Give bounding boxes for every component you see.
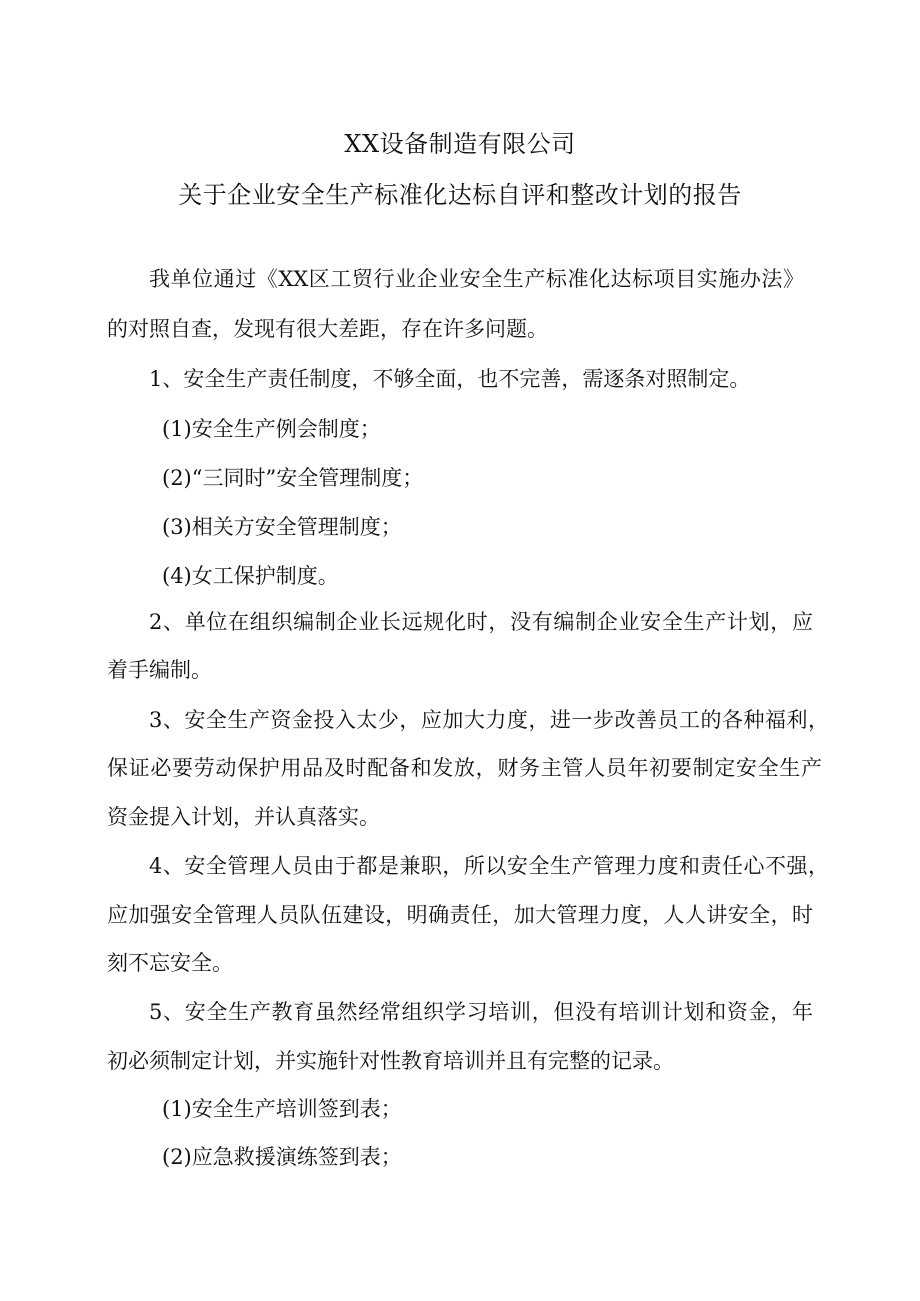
- item-1-sub-4: (4)女工保护制度。: [162, 564, 339, 588]
- item-1-text: 1、安全生产责任制度，不够全面，也不完善，需逐条对照制定。: [149, 367, 751, 391]
- intro-paragraph-line-1: 我单位通过《XX区工贸行业企业安全生产标准化达标项目实施办法》: [149, 267, 804, 291]
- item-3-line-3: 资金提入计划，并认真落实。: [107, 805, 380, 829]
- item-3-line-1: 3、安全生产资金投入太少，应加大力度，进一步改善员工的各种福利，: [149, 708, 829, 732]
- item-2-line-1: 2、单位在组织编制企业长远规化时，没有编制企业安全生产计划，应: [149, 610, 813, 634]
- item-3-line-2: 保证必要劳动保护用品及时配备和发放，财务主管人员年初要制定安全生产: [107, 756, 822, 780]
- item-2-line-2: 着手编制。: [107, 658, 212, 682]
- intro-paragraph-line-2: 的对照自查，发现有很大差距，存在许多问题。: [107, 317, 548, 341]
- item-4-line-2: 应加强安全管理人员队伍建设，明确责任，加大管理力度，人人讲安全，时: [107, 903, 813, 927]
- item-1-sub-1: (1)安全生产例会制度；: [162, 417, 381, 441]
- item-4-line-1: 4、安全管理人员由于都是兼职，所以安全生产管理力度和责任心不强，: [149, 854, 829, 878]
- item-1-sub-2: (2)“三同时”安全管理制度；: [162, 466, 424, 490]
- company-name-heading: XX设备制造有限公司: [344, 130, 576, 158]
- item-5-line-1: 5、安全生产教育虽然经常组织学习培训，但没有培训计划和资金，年: [149, 1000, 813, 1024]
- item-5-sub-2: (2)应急救援演练签到表；: [162, 1145, 402, 1169]
- item-5-sub-1: (1)安全生产培训签到表；: [162, 1097, 402, 1121]
- item-4-line-3: 刻不忘安全。: [107, 951, 233, 975]
- item-5-line-2: 初必须制定计划，并实施针对性教育培训并且有完整的记录。: [107, 1049, 674, 1073]
- item-1-sub-3: (3)相关方安全管理制度；: [162, 515, 402, 539]
- report-title-heading: 关于企业安全生产标准化达标自评和整改计划的报告: [178, 181, 742, 209]
